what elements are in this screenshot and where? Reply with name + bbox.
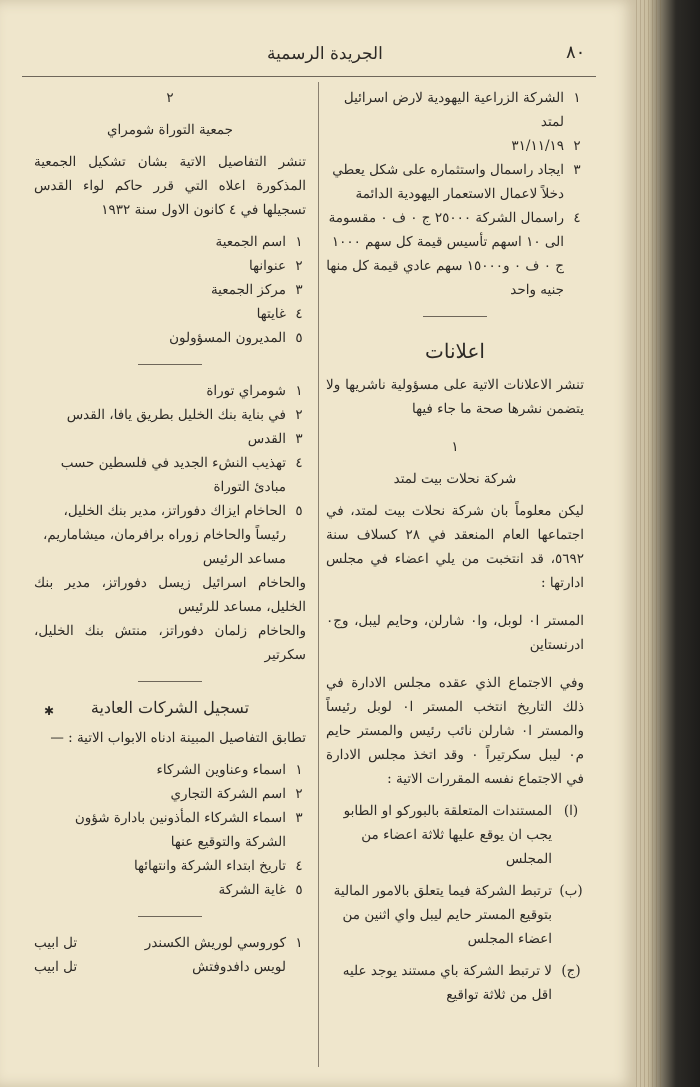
partner-city: تل ابيب	[34, 959, 78, 975]
list-item: ٣ مركز الجمعية	[210, 282, 303, 298]
ads-intro: تنشر الاعلانات الاتية على مسؤولية ناشريها ولا يتضمن نشرها صحة ما جاء فيها	[326, 377, 584, 417]
resolution-item: (ج) لا ترتبط الشركة باي مستند يوجد عليه اقل من ثلاثة تواقيع	[342, 963, 581, 1003]
page-number: ٨٠	[566, 42, 586, 63]
registration-heading: تسجيل الشركات العادية	[90, 698, 250, 717]
resolution-item: (ب) ترتبط الشركة فيما يتعلق بالامور المالية بتوقيع المستر حايم ليبل واي اثنين من اعضاء المجلس	[333, 883, 583, 947]
partner-city: تل ابيب	[34, 935, 78, 951]
society-intro: تنشر التفاصيل الاتية بشان تشكيل الجمعية المذكورة اعلاه التي قرر حاكم لواء القدس تسجيلها في ٤ كانون الاول سنة ١٩٣٢	[34, 154, 306, 218]
separator	[138, 364, 202, 365]
list-item: ١ شومراي توراة	[206, 383, 303, 399]
partner-row	[34, 955, 306, 979]
list-item: ١ الشركة الزراعية اليهودية لارض اسرائيل لمتد	[343, 90, 581, 130]
column-divider	[318, 82, 319, 1067]
directors-continued: والحاخام اسرائيل زيسل دفوراتز، مدير بنك الخليل، مساعد للرئيس	[34, 575, 306, 615]
partner-name: لويس دافدوفتش	[192, 959, 286, 975]
resolution-item: (ا) المستندات المتعلقة بالبوركو او الطابو يجب ان يوقع عليها ثلاثة اعضاء من المجلس	[343, 803, 579, 867]
list-item: ٤ راسمال الشركة ٢٥٠٠٠ ج ٠ ف ٠ مقسومة الى ١٠ اسهم تأسيس قيمة كل سهم ١٠٠٠ ج ٠ ف ٠ و١٥٠٠٠ سهم عادي قيمة كل منها جنيه واحد	[326, 210, 581, 298]
partner-name: كوروسي لوريش الكسندر	[144, 935, 286, 951]
board-members: المستر ا٠ لوبل، وا٠ شارلن، وحايم ليبل، وج٠ ادرنستاين	[326, 613, 585, 653]
list-item: ٥ المديرون المسؤولون	[169, 330, 303, 346]
list-item: ١ اسماء وعناوين الشركاء	[156, 762, 303, 778]
page-header	[22, 40, 596, 77]
directors-continued: والحاخام زلمان دفوراتز، منتش بنك الخليل، سكرتير	[34, 623, 306, 663]
ad-number: ١	[451, 439, 459, 455]
list-item: ٢ عنوانها	[249, 258, 303, 274]
separator	[423, 316, 487, 317]
list-item: ٢ اسم الشركة التجاري	[170, 786, 303, 802]
page-title: الجريدة الرسمية	[267, 44, 383, 64]
list-item: ٥ غاية الشركة	[218, 882, 303, 898]
section-number: ٢	[166, 90, 174, 106]
registration-intro: تطابق التفاصيل المبينة ادناه الابواب الاتية : —	[50, 730, 306, 746]
list-item: ١ اسم الجمعية	[215, 234, 303, 250]
notice-paragraph: وفي الاجتماع الذي عقده مجلس الادارة في ذلك التاريخ انتخب المستر ا٠ لوبل رئيساً والمستر ا٠ شارلن نائب رئيس والمستر حايم م٠ ليبل سكرتيراً ٠ وقد اتخذ مجلس الادارة في الاجتماع نفسه المقررات الاتية :	[326, 675, 585, 787]
notice-paragraph: ليكن معلوماً بان شركة نحلات بيت لمتد، في اجتماعها العام المنعقد في ٢٨ كسلاف سنة ٥٦٩٢، قد انتخبت من يلي اعضاء في مجلس ادارتها :	[326, 503, 584, 591]
list-item: ٤ تاريخ ابتداء الشركة وانتهائها	[133, 858, 303, 874]
list-item: ٣ القدس	[247, 431, 303, 447]
list-item: ٣ ايجاد راسمال واستثماره على شكل يعطي دخلاً لاعمال الاستعمار اليهودية الدائمة	[332, 162, 581, 202]
right-column	[326, 86, 584, 1007]
asterisk-mark: ✱	[44, 704, 55, 718]
company-name: شركة نحلات بيت لمتد	[393, 471, 517, 487]
left-column	[34, 86, 306, 979]
society-name: جمعية التوراة شومراي	[106, 122, 234, 138]
ads-heading: اعلانات	[425, 339, 485, 363]
list-item: ٥ الحاخام ايزاك دفوراتز، مدير بنك الخليل، رئيساً والحاخام زوراه برافرمان، ميشاماريم، مساعد الرئيس	[43, 503, 303, 567]
separator	[138, 681, 202, 682]
partner-row: ١ كوروسي لوريش الكسندر تل ابيب	[34, 931, 306, 955]
list-item: ٢ ٣١/١١/١٩	[511, 138, 581, 154]
list-item: ٢ في بناية بنك الخليل بطريق يافا، القدس	[66, 407, 303, 423]
separator	[138, 916, 202, 917]
list-item: ٣ اسماء الشركاء المأذونين بادارة شؤون الشركة والتوقيع عنها	[74, 810, 303, 850]
list-item: ٤ غايتها	[256, 306, 303, 322]
list-item: ٤ تهذيب النشء الجديد في فلسطين حسب مبادئ التوراة	[60, 455, 303, 495]
